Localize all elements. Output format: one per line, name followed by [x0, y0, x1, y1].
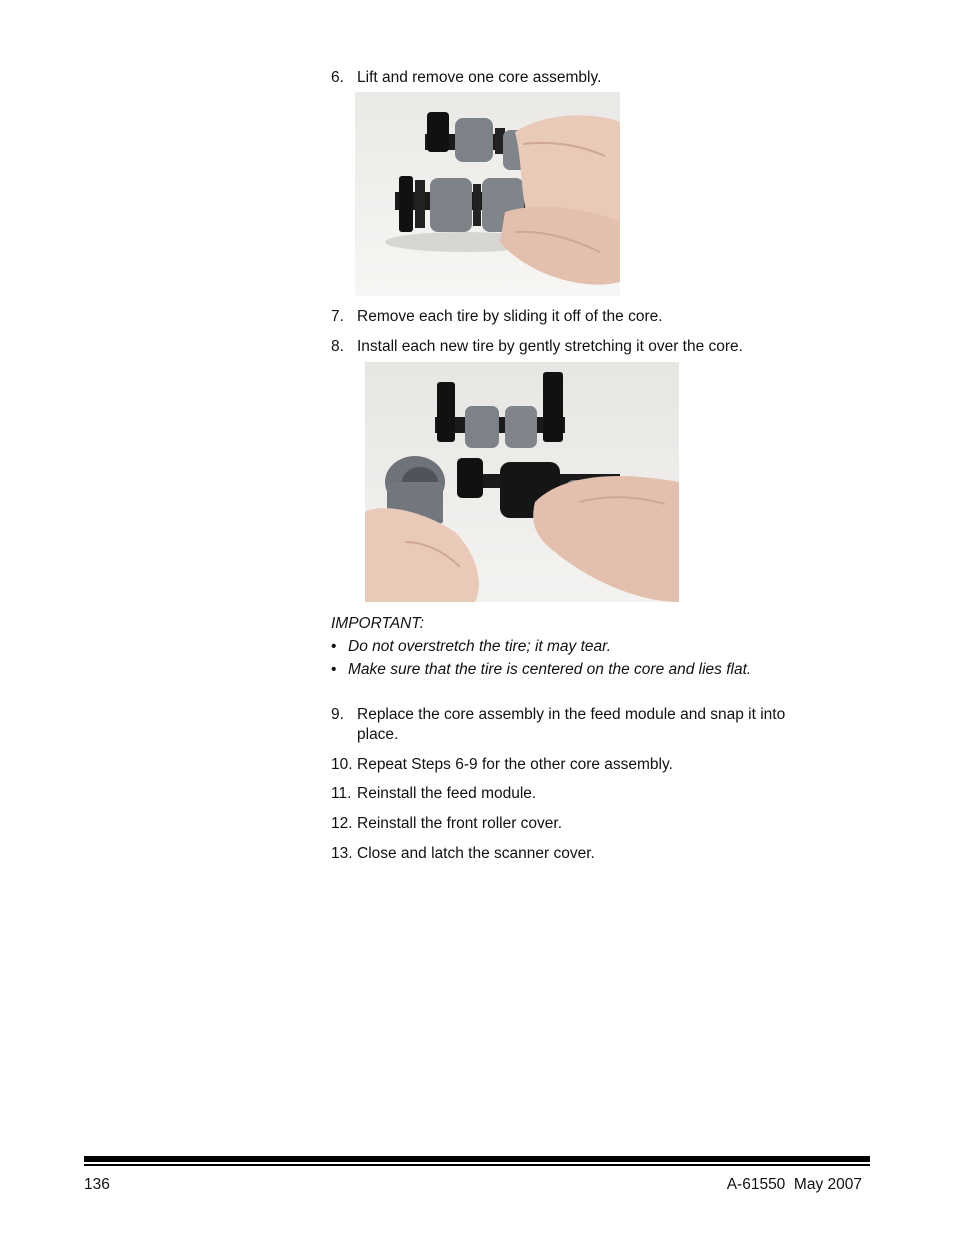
step-number: 10.: [331, 756, 353, 773]
document-id: A-61550 May 2007: [726, 1176, 862, 1193]
step-text: Replace the core assembly in the feed module and snap it into: [357, 706, 786, 723]
step-number: 7.: [331, 308, 344, 325]
step-number: 6.: [331, 69, 344, 86]
step-text: Lift and remove one core assembly.: [357, 69, 602, 86]
footer-rule-thin: [84, 1164, 870, 1166]
photo-install-tire: [365, 362, 679, 602]
step-number: 13.: [331, 845, 353, 862]
step-text: Reinstall the feed module.: [357, 785, 537, 802]
bullet-text: Make sure that the tire is centered on the core and lies flat.: [348, 661, 752, 678]
photo-remove-core-assembly: [355, 92, 620, 296]
step-text-continued: place.: [357, 726, 399, 743]
step-text: Reinstall the front roller cover.: [357, 815, 563, 832]
bullet-icon: •: [331, 661, 337, 678]
important-heading: IMPORTANT:: [331, 615, 424, 632]
bullet-text: Do not overstretch the tire; it may tear.: [348, 638, 612, 655]
step-number: 12.: [331, 815, 353, 832]
page-number: 136: [84, 1176, 110, 1193]
step-text: Install each new tire by gently stretching it over the core.: [357, 338, 743, 355]
step-number: 8.: [331, 338, 344, 355]
step-text: Remove each tire by sliding it off of the core.: [357, 308, 663, 325]
step-number: 11.: [331, 785, 352, 802]
bullet-icon: •: [331, 638, 337, 655]
step-text: Repeat Steps 6-9 for the other core assembly.: [357, 756, 673, 773]
footer-rule: [84, 1156, 870, 1162]
step-text: Close and latch the scanner cover.: [357, 845, 595, 862]
step-number: 9.: [331, 706, 344, 723]
